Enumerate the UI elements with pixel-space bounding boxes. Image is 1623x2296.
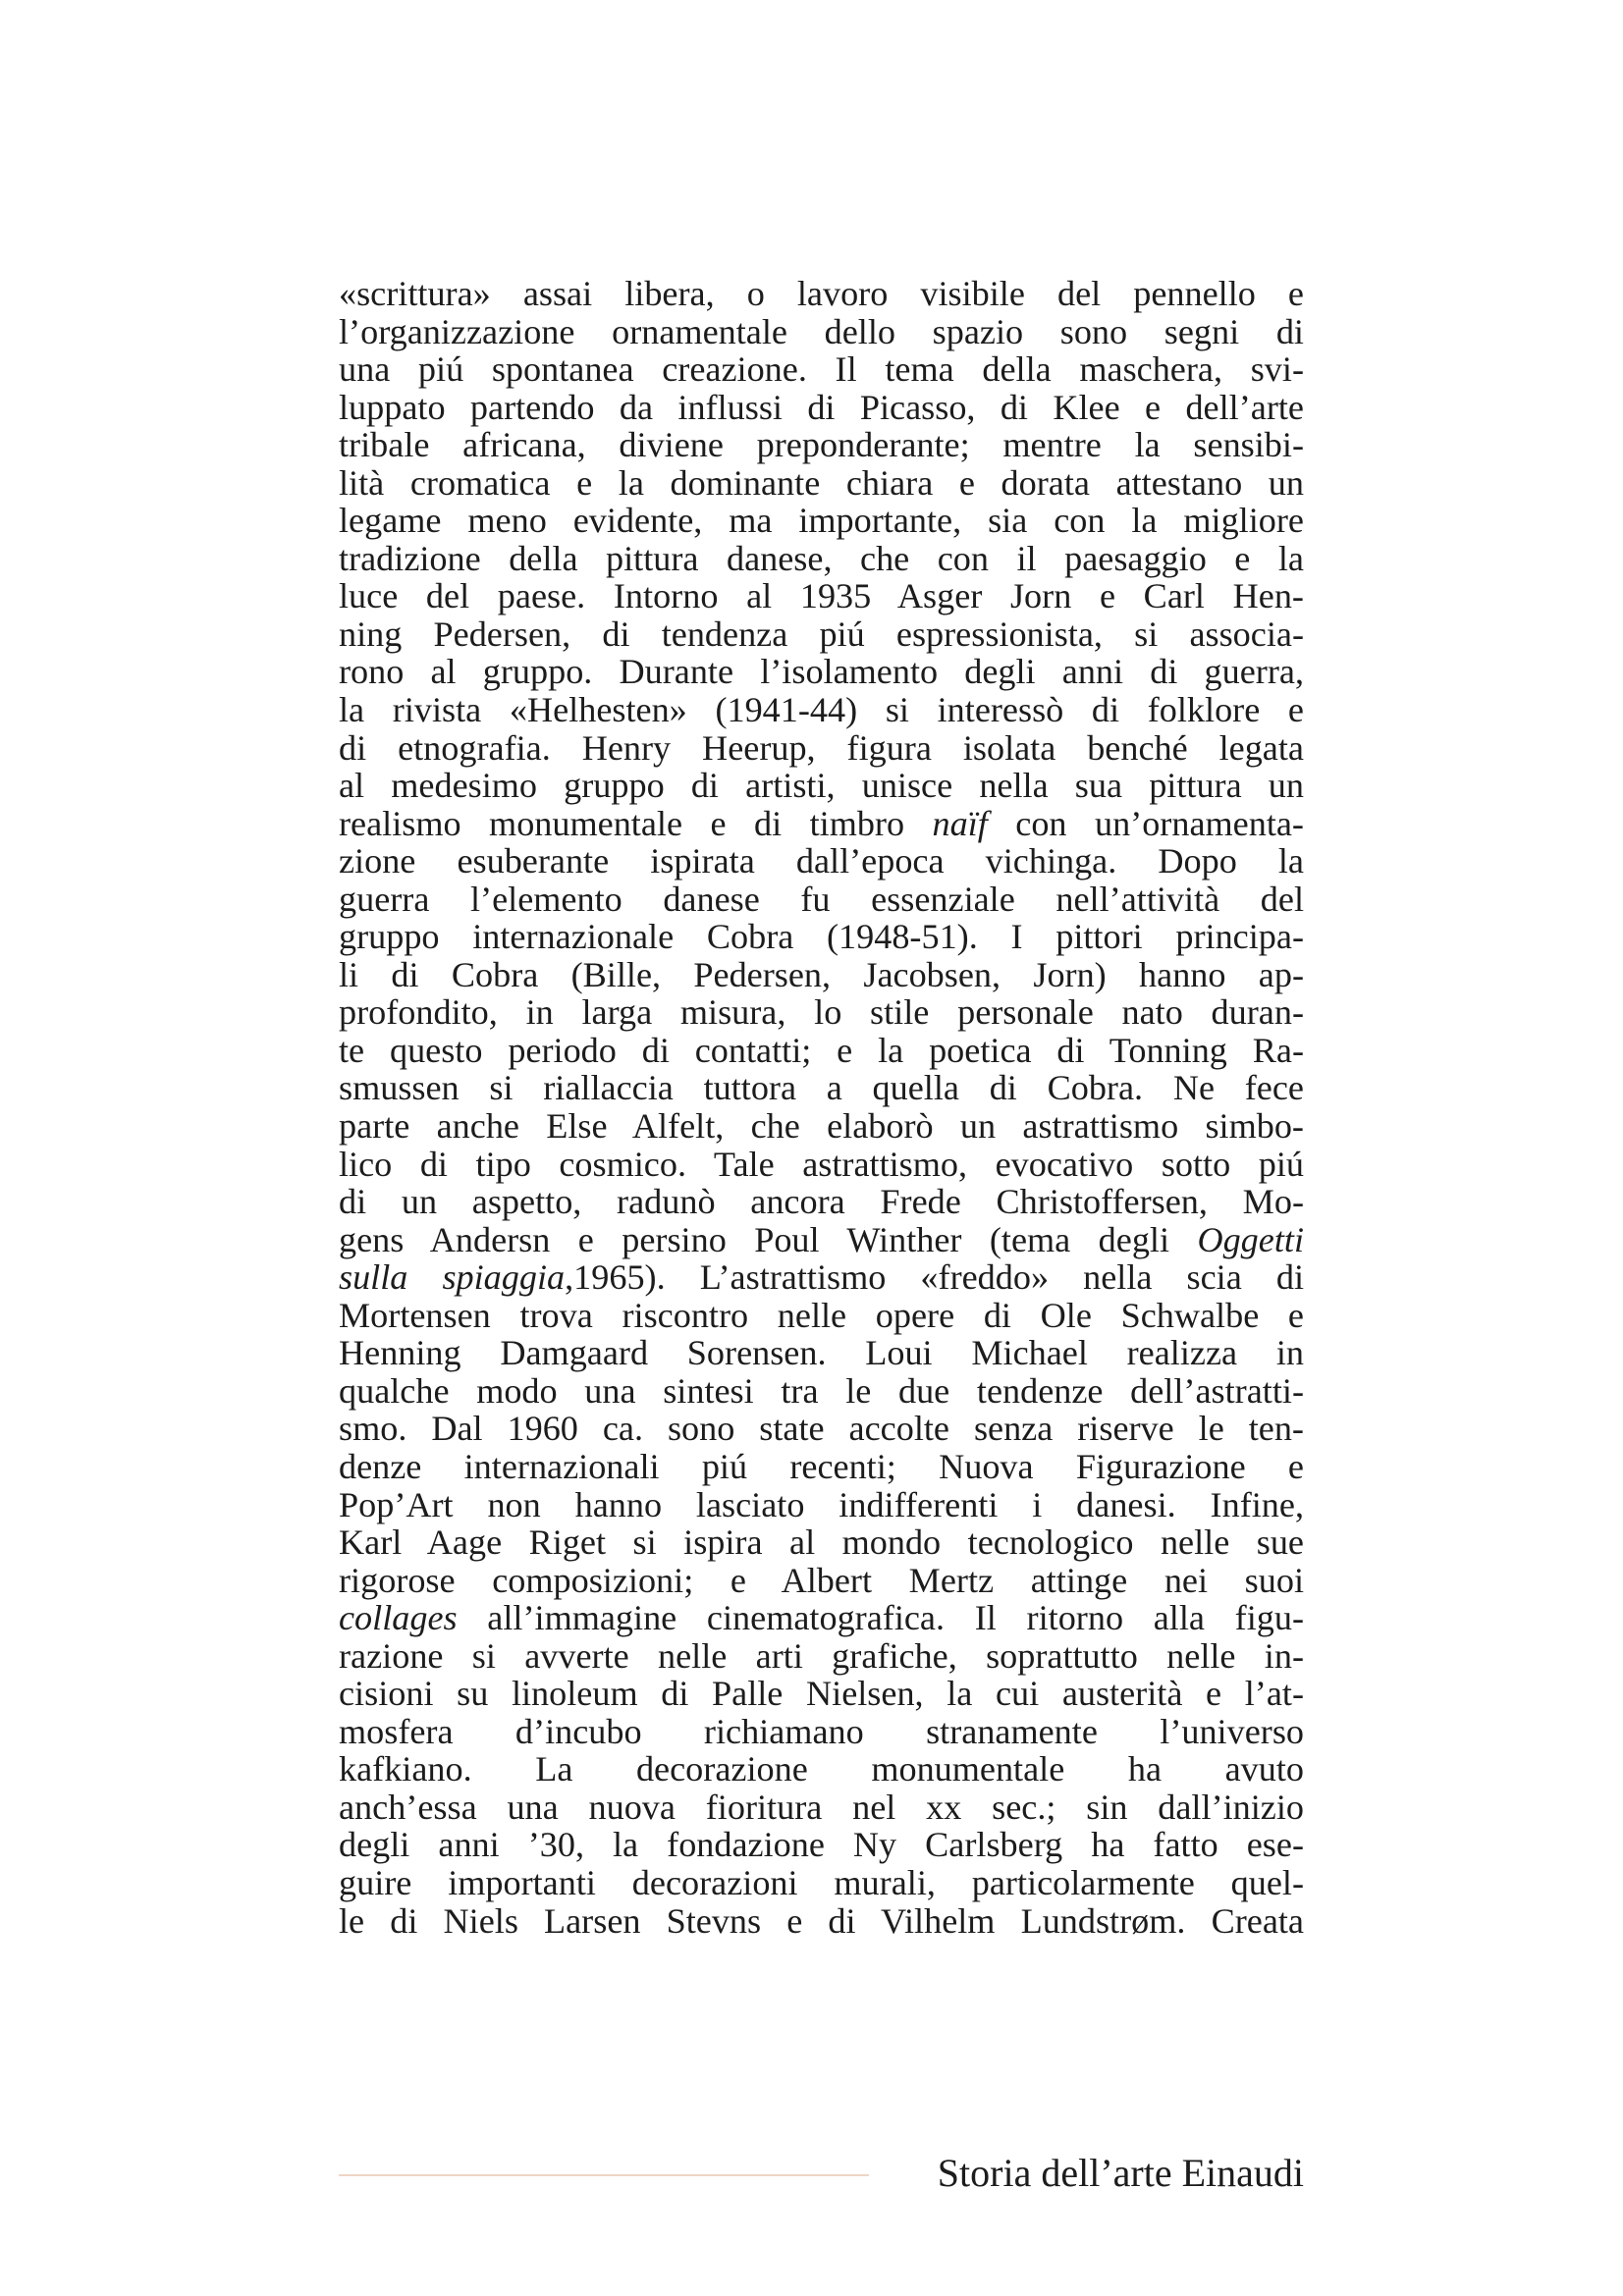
- text-line: kafkiano. La decorazione monumentale ha avuto: [339, 1749, 1304, 1789]
- text-line: zione esuberante ispirata dall’epoca vichinga. Dopo la: [339, 841, 1304, 881]
- italic-term: sulla spiaggia: [339, 1257, 566, 1298]
- text-line: legame meno evidente, ma importante, sia con la migliore: [339, 501, 1304, 541]
- text-line: smussen si riallaccia tuttora a quella di Cobra. Ne fece: [339, 1068, 1304, 1108]
- italic-term: collages: [339, 1598, 458, 1638]
- text-line: Karl Aage Riget si ispira al mondo tecnologico nelle sue: [339, 1522, 1304, 1563]
- text-line: anch’essa una nuova fioritura nel xx sec.; sin dall’inizio: [339, 1787, 1304, 1827]
- text-line: gens Andersn e persino Poul Winther (tema degli Oggetti: [339, 1219, 1304, 1259]
- text-line: te questo periodo di contatti; e la poetica di Tonning Ra-: [339, 1030, 1304, 1070]
- footer-divider: [339, 2174, 869, 2176]
- text-line: sulla spiaggia,1965). L’astrattismo «freddo» nella scia di: [339, 1257, 1305, 1298]
- text-line: denze internazionali piú recenti; Nuova Figurazione e: [339, 1446, 1304, 1486]
- text-line: guerra l’elemento danese fu essenziale nell’attività del: [339, 879, 1304, 919]
- text-line: degli anni ’30, la fondazione Ny Carlsberg ha fatto ese-: [339, 1825, 1304, 1865]
- text-line: ning Pedersen, di tendenza piú espressionista, si associa-: [339, 614, 1304, 654]
- text-line: la rivista «Helhesten» (1941-44) si interessò di folklore e: [339, 690, 1304, 730]
- text-line: rono al gruppo. Durante l’isolamento degli anni di guerra,: [339, 652, 1304, 692]
- text-line: profondito, in larga misura, lo stile personale nato duran-: [339, 992, 1304, 1033]
- text-line: qualche modo una sintesi tra le due tendenze dell’astratti-: [339, 1370, 1304, 1411]
- text-line: di etnografia. Henry Heerup, figura isolata benché legata: [339, 727, 1304, 768]
- text-line: cisioni su linoleum di Palle Nielsen, la cui austerità e l’at-: [339, 1674, 1304, 1714]
- text-line: di un aspetto, radunò ancora Frede Christoffersen, Mo-: [339, 1182, 1304, 1222]
- text-line: tradizione della pittura danese, che con il paesaggio e la: [339, 538, 1304, 578]
- text-line: tribale africana, diviene preponderante; mentre la sensibi-: [339, 425, 1304, 465]
- text-line: razione si avverte nelle arti grafiche, soprattutto nelle in-: [339, 1635, 1304, 1676]
- italic-term: Oggetti: [1197, 1219, 1304, 1259]
- text-line: luce del paese. Intorno al 1935 Asger Jorn e Carl Hen-: [339, 576, 1304, 616]
- text-line: «scrittura» assai libera, o lavoro visibile del pennello e: [339, 274, 1304, 313]
- text-line: al medesimo gruppo di artisti, unisce nella sua pittura un: [339, 766, 1304, 806]
- text-line: mosfera d’incubo richiamano stranamente l’universo: [339, 1711, 1304, 1751]
- text-line: una piú spontanea creazione. Il tema della maschera, svi-: [339, 349, 1304, 390]
- text-line: realismo monumentale e di timbro naïf con un’ornamenta-: [339, 803, 1304, 843]
- text-line: collages all’immagine cinematografica. Il ritorno alla figu-: [339, 1598, 1304, 1638]
- text-line: lità cromatica e la dominante chiara e dorata attestano un: [339, 462, 1304, 503]
- text-line: lico di tipo cosmico. Tale astrattismo, evocativo sotto piú: [339, 1144, 1304, 1184]
- body-text: [339, 275, 1304, 1940]
- text-line: smo. Dal 1960 ca. sono state accolte senza riserve le ten-: [339, 1409, 1304, 1449]
- text-line: rigorose composizioni; e Albert Mertz attinge nei suoi: [339, 1560, 1304, 1600]
- text-line: li di Cobra (Bille, Pedersen, Jacobsen, Jorn) hanno ap-: [339, 954, 1304, 994]
- footer-publisher: Storia dell’arte Einaudi: [937, 2151, 1304, 2195]
- text-line: l’organizzazione ornamentale dello spazio sono segni di: [339, 311, 1304, 351]
- text-line: gruppo internazionale Cobra (1948-51). I pittori principa-: [339, 917, 1304, 957]
- text-line: le di Niels Larsen Stevns e di Vilhelm Lundstrøm. Creata: [339, 1900, 1304, 1941]
- text-line: Mortensen trova riscontro nelle opere di Ole Schwalbe e: [339, 1295, 1304, 1335]
- text-line: luppato partendo da influssi di Picasso, di Klee e dell’arte: [339, 387, 1304, 427]
- text-line: Pop’Art non hanno lasciato indifferenti i danesi. Infine,: [339, 1484, 1304, 1524]
- text-line: guire importanti decorazioni murali, particolarmente quel-: [339, 1862, 1304, 1902]
- text-line: Henning Damgaard Sorensen. Loui Michael realizza in: [339, 1333, 1304, 1373]
- text-line: parte anche Else Alfelt, che elaborò un astrattismo simbo-: [339, 1106, 1304, 1147]
- italic-term: naïf: [932, 803, 988, 843]
